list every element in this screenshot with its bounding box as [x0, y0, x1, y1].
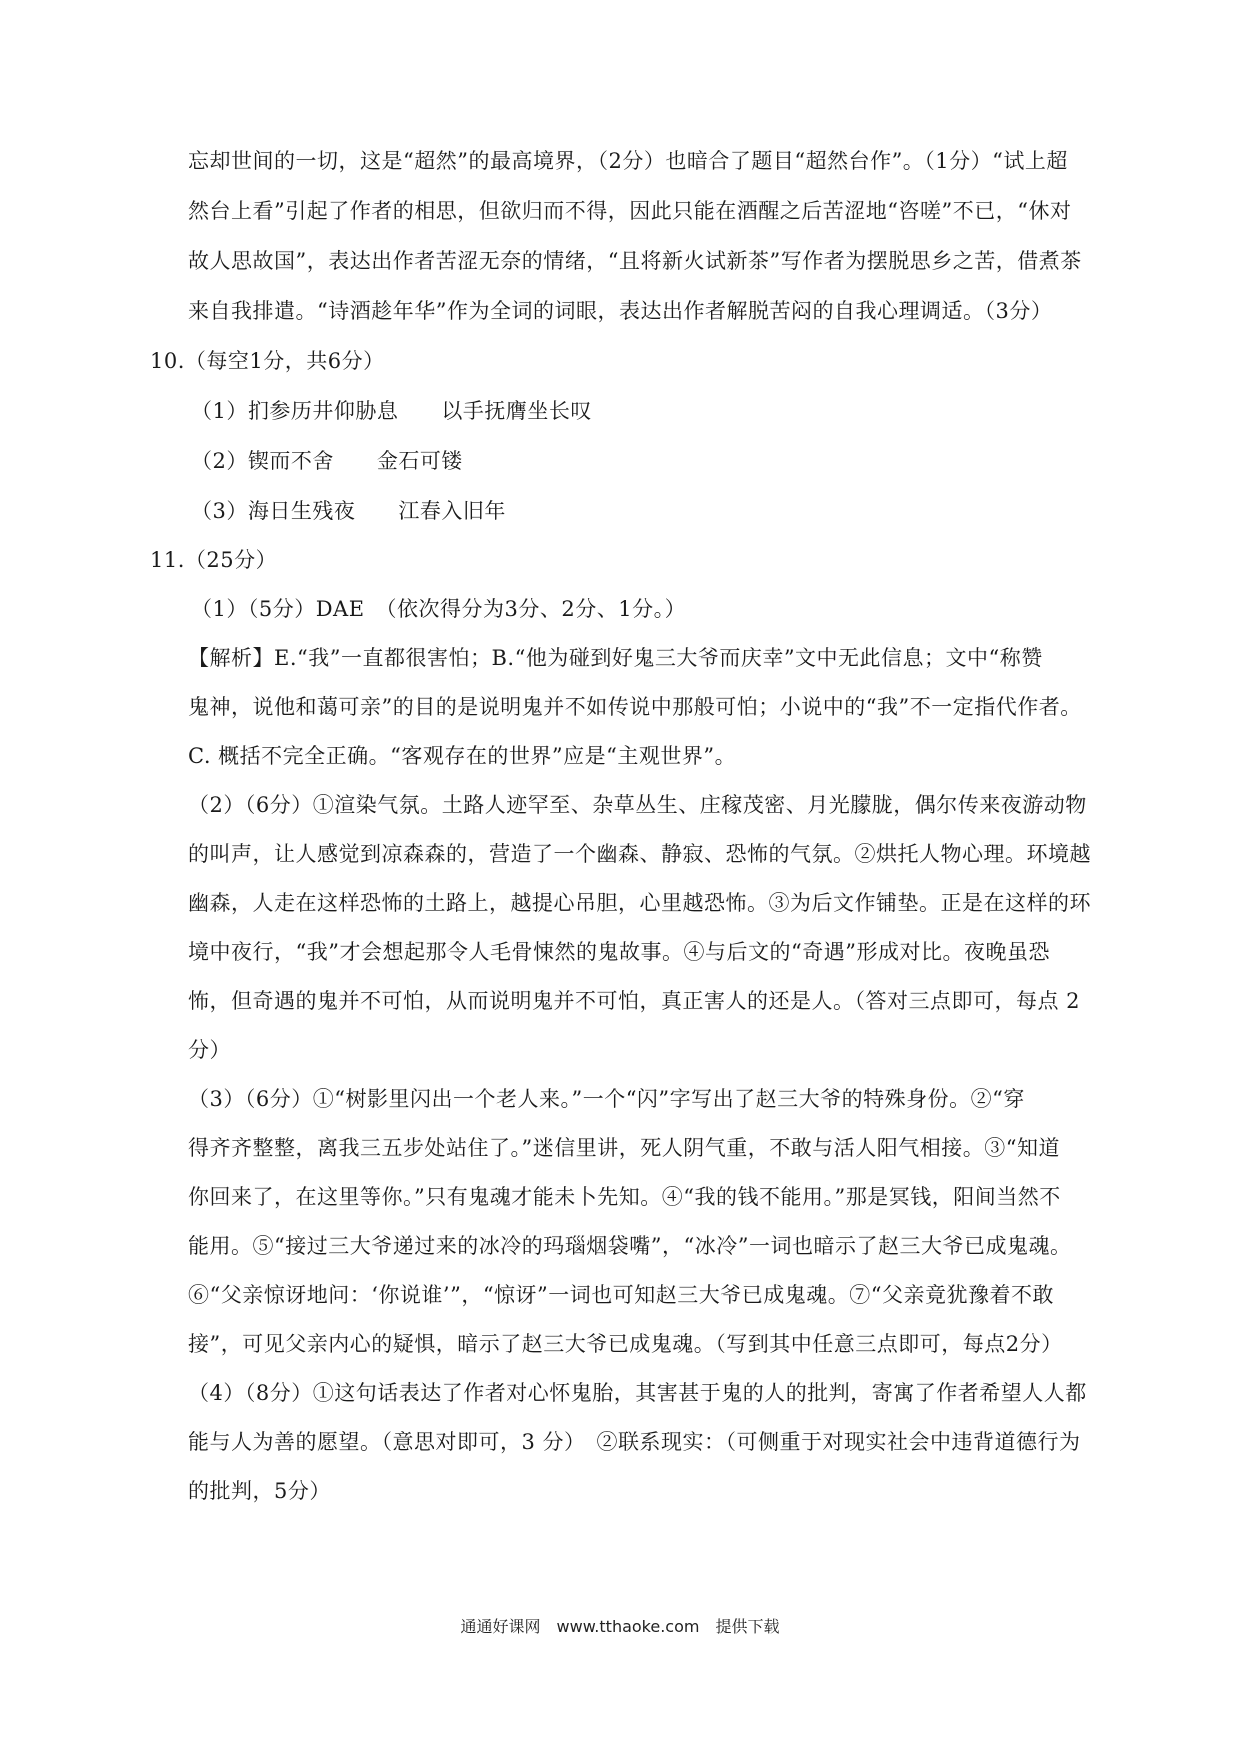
q11-part-2-line-3: 幽森，人走在这样恐怖的土路上，越提心吊胆，心里越恐怖。③为后文作铺垫。正是在这样的环 — [188, 891, 1091, 915]
q11-part-3-line-6: 接”，可见父亲内心的疑惧，暗示了赵三大爷已成鬼魂。（写到其中任意三点即可，每点2分） — [188, 1332, 1063, 1356]
q9-line-2: 然台上看”引起了作者的相思，但欲归而不得，因此只能在酒醒之后苦涩地“咨嗟”不已，“休对 — [188, 199, 1072, 223]
q11-part-1: （1）（5分）DAE （依次得分为3分、2分、1分。） — [191, 597, 687, 621]
q11-analysis-line-1: 【解析】E.“我”一直都很害怕；B.“他为碰到好鬼三大爷而庆幸”文中无此信息；文中“称赞 — [188, 646, 1043, 670]
q11-part-2-line-5: 怖，但奇遇的鬼并不可怕，从而说明鬼并不可怕，真正害人的还是人。（答对三点即可，每点 2 — [188, 989, 1081, 1013]
q11-analysis-line-2: 鬼神，说他和蔼可亲”的目的是说明鬼并不如传说中那般可怕；小说中的“我”不一定指代作者。 — [188, 695, 1082, 719]
q11-part-2-line-4: 境中夜行，“我”才会想起那令人毛骨悚然的鬼故事。④与后文的“奇遇”形成对比。夜晚虽恐 — [188, 940, 1050, 964]
q11-part-3-line-5: ⑥“父亲惊讶地问：‘你说谁’”，“惊讶”一词也可知赵三大爷已成鬼魂。⑦“父亲竟犹豫着不敢 — [188, 1283, 1055, 1307]
q11-heading: 11.（25分） — [150, 548, 278, 572]
q11-part-3-line-4: 能用。⑤“接过三大爷递过来的冰冷的玛瑙烟袋嘴”，“冰冷”一词也暗示了赵三大爷已成鬼魂。 — [188, 1234, 1072, 1258]
q10-item-2: （2）锲而不舍 金石可镂 — [191, 449, 463, 473]
q11-analysis-line-3: C. 概括不完全正确。“客观存在的世界”应是“主观世界”。 — [188, 744, 737, 768]
q11-part-2-line-6: 分） — [188, 1038, 231, 1062]
footer-source: 通通好课网 www.tthaoke.com 提供下载 — [460, 1617, 780, 1636]
q11-part-2-line-1: （2）（6分）①渲染气氛。土路人迹罕至、杂草丛生、庄稼茂密、月光朦胧，偶尔传来夜游动物 — [188, 793, 1087, 817]
q9-line-4: 来自我排遣。“诗酒趁年华”作为全词的词眼，表达出作者解脱苦闷的自我心理调适。（3分） — [188, 299, 1053, 323]
q11-part-4-line-1: （4）（8分）①这句话表达了作者对心怀鬼胎，其害甚于鬼的人的批判，寄寓了作者希望人人都 — [188, 1381, 1087, 1405]
q11-part-4-line-3: 的批判，5分） — [188, 1479, 331, 1503]
q10-item-3: （3）海日生残夜 江春入旧年 — [191, 499, 506, 523]
q10-item-1: （1）扪参历井仰胁息 以手抚膺坐长叹 — [191, 399, 592, 423]
q10-heading: 10.（每空1分，共6分） — [150, 349, 385, 373]
q11-part-3-line-2: 得齐齐整整，离我三五步处站住了。”迷信里讲，死人阴气重，不敢与活人阳气相接。③“知道 — [188, 1136, 1060, 1160]
q11-part-4-line-2: 能与人为善的愿望。（意思对即可，3 分） ②联系现实：（可侧重于对现实社会中违背道德行为 — [188, 1430, 1081, 1454]
q11-part-3-line-3: 你回来了，在这里等你。”只有鬼魂才能未卜先知。④“我的钱不能用。”那是冥钱，阳间当然不 — [188, 1185, 1061, 1209]
q11-part-3-line-1: （3）（6分）①“树影里闪出一个老人来。”一个“闪”字写出了赵三大爷的特殊身份。②“穿 — [188, 1087, 1025, 1111]
q9-line-3: 故人思故国”，表达出作者苦涩无奈的情绪，“且将新火试新茶”写作者为摆脱思乡之苦，借煮茶 — [188, 249, 1082, 273]
q11-part-2-line-2: 的叫声，让人感觉到凉森森的，营造了一个幽森、静寂、恐怖的气氛。②烘托人物心理。环境越 — [188, 842, 1091, 866]
q9-line-1: 忘却世间的一切，这是“超然”的最高境界，（2分）也暗合了题目“超然台作”。（1分）“试上超 — [188, 149, 1068, 173]
